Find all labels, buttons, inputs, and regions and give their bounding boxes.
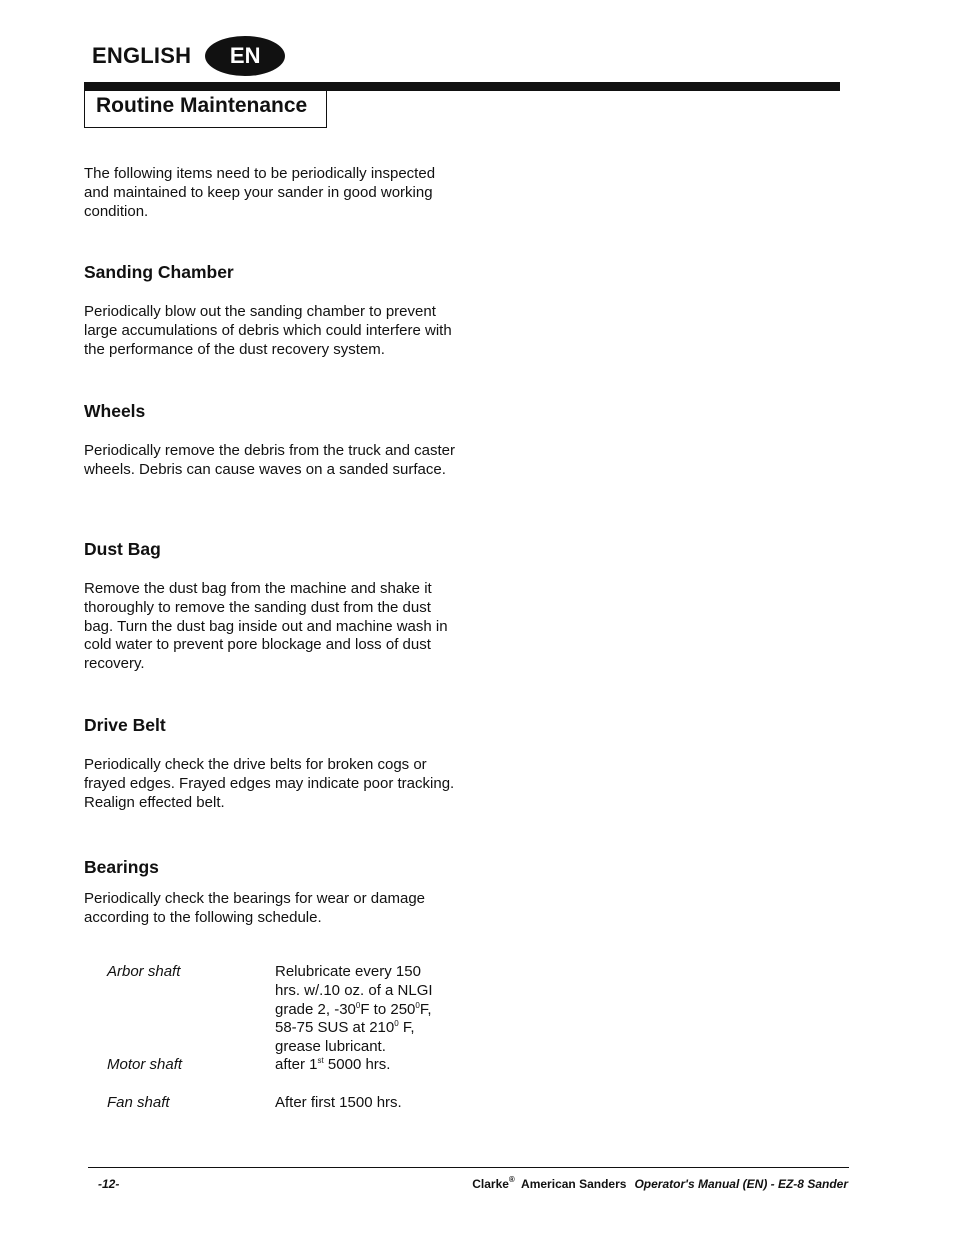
- arbor-line-2: hrs. w/.10 oz. of a NLGI: [275, 981, 433, 999]
- language-badge: EN: [205, 36, 285, 76]
- schedule-label-fan-shaft: Fan shaft: [107, 1094, 170, 1111]
- heading-dust-bag: Dust Bag: [84, 539, 161, 559]
- schedule-value-fan-shaft: After first 1500 hrs.: [275, 1094, 402, 1111]
- language-label: ENGLISH: [92, 43, 192, 68]
- schedule-label-arbor-shaft: Arbor shaft: [107, 963, 181, 980]
- section-title-box: [84, 90, 327, 128]
- paragraph-bearings: Periodically check the bearings for wear or damage according to the following schedule.: [84, 890, 426, 926]
- arbor-line-3: grade 2, $-30^0F$ to $250^0F$,: [275, 1000, 432, 1018]
- intro-paragraph: The following items need to be periodically inspected and maintained to keep your sander in good working condition.: [84, 165, 436, 220]
- paragraph-dust-bag: Remove the dust bag from the machine and shake it thoroughly to remove the sanding dust from the dust bag. Turn the dust bag inside out and machine wash in cold water to prevent pore blockage and loss of dust recovery.: [84, 580, 448, 673]
- footer-company: American Sanders: [514, 1177, 627, 1191]
- bottom-rule: [88, 1167, 849, 1168]
- heading-drive-belt: Drive Belt: [84, 715, 166, 735]
- schedule-label-motor-shaft: Motor shaft: [107, 1056, 183, 1073]
- schedule-value-motor-shaft: after 1st 5000 hrs.: [275, 1056, 391, 1073]
- heading-bearings: Bearings: [84, 857, 159, 877]
- arbor-line-1: Relubricate every 150: [275, 963, 421, 980]
- footer-brand: Clarke: [472, 1177, 509, 1191]
- arbor-line-5: grease lubricant.: [275, 1038, 386, 1056]
- language-header: [92, 36, 285, 76]
- schedule-value-arbor-shaft: [275, 963, 455, 1057]
- page-number: -12-: [98, 1177, 120, 1191]
- paragraph-drive-belt: Periodically check the drive belts for broken cogs or frayed edges. Frayed edges may indicate poor tracking. Realign effected belt.: [84, 756, 455, 811]
- footer-brand-mark: ®: [508, 1175, 515, 1184]
- footer-manual-title: [472, 1177, 848, 1191]
- paragraph-wheels: Periodically remove the debris from the truck and caster wheels. Debris can cause waves on a sanded surface.: [84, 442, 455, 478]
- paragraph-sanding-chamber: Periodically blow out the sanding chamber to prevent large accumulations of debris which could interfere with the performance of the dust recovery system.: [84, 303, 452, 358]
- footer-manual: Operator's Manual (EN) - EZ-8 Sander: [634, 1177, 848, 1191]
- heading-sanding-chamber: Sanding Chamber: [84, 262, 234, 282]
- section-title: Routine Maintenance: [96, 94, 308, 117]
- heading-wheels: Wheels: [84, 401, 146, 421]
- arbor-line-4: 58-75 SUS at $210^0$ F,: [275, 1019, 415, 1037]
